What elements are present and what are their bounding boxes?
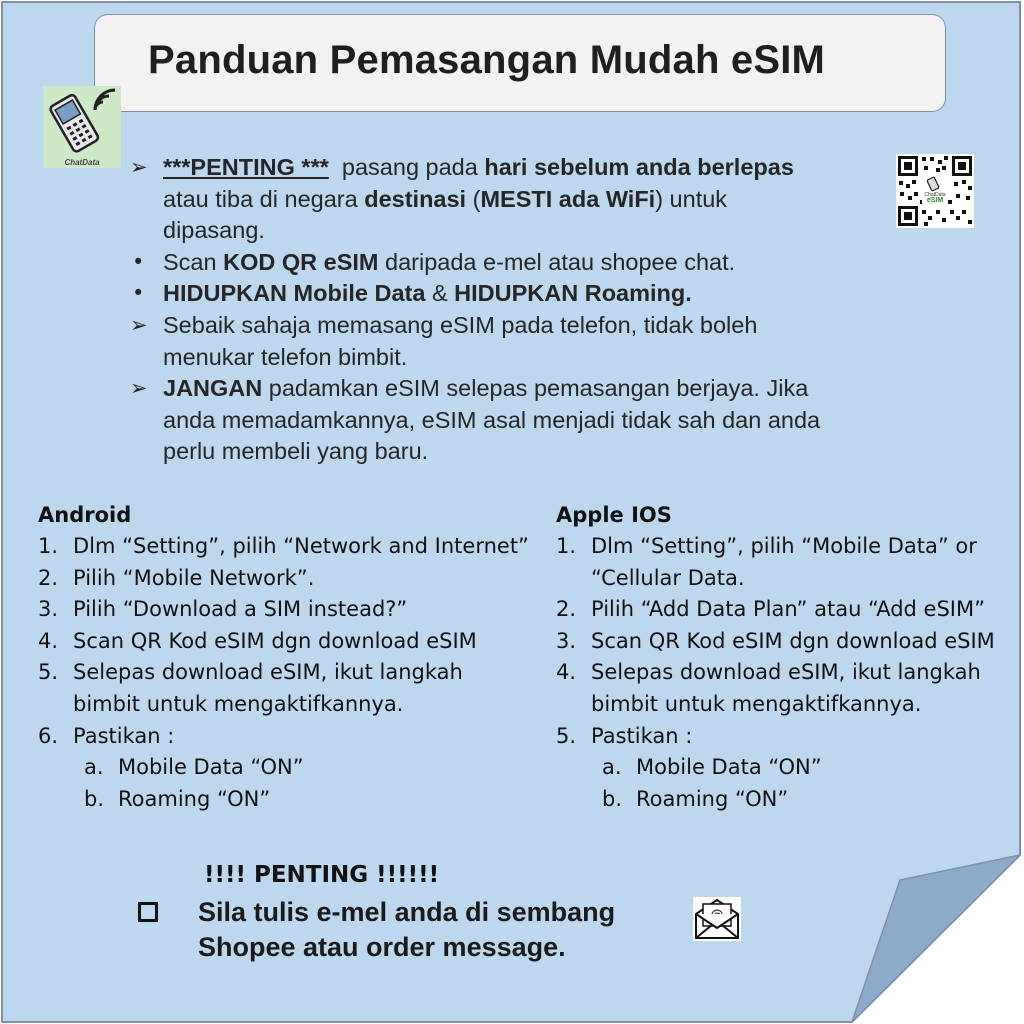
note-text: Scan: [163, 248, 224, 275]
note-text: menukar telefon bimbit.: [163, 343, 408, 370]
step-text: Scan QR Kod eSIM dgn download eSIM: [73, 628, 477, 653]
page-title: Panduan Pemasangan Mudah eSIM: [148, 38, 826, 82]
step-number: 1.: [556, 534, 577, 558]
note-text: HIDUPKAN Roaming.: [454, 280, 692, 307]
step-number: b.: [602, 786, 623, 811]
arrow-bullet-icon: ➢: [130, 376, 148, 401]
note-text: hari sebelum anda berlepas: [484, 154, 794, 180]
svg-text:eSIM: eSIM: [926, 197, 944, 204]
arrow-bullet-icon: ➢: [130, 155, 148, 179]
step-number: 6.: [38, 723, 59, 748]
android-heading: Android: [38, 503, 132, 527]
step-text: Pilih “Mobile Network”.: [73, 565, 315, 590]
note-text: HIDUPKAN Mobile Data: [163, 280, 426, 307]
step-text: Pilih “Add Data Plan” atau “Add eSIM”: [591, 597, 985, 622]
step-text: Mobile Data “ON”: [636, 755, 822, 780]
step-text: Selepas download eSIM, ikut langkah: [591, 660, 981, 685]
step-number: 5.: [556, 723, 577, 748]
note-line: [163, 407, 820, 434]
note-text: &: [425, 280, 455, 307]
note-text: (: [466, 185, 481, 212]
note-line: [163, 438, 428, 465]
step-text: Pastikan :: [73, 723, 175, 748]
note-text: JANGAN: [163, 375, 263, 402]
note-text: dipasang.: [163, 217, 265, 244]
note-line: [163, 217, 265, 244]
svg-text:ChatData: ChatData: [924, 192, 946, 198]
note-line: [163, 344, 407, 371]
step-number: 2.: [38, 565, 59, 590]
step-number: a.: [84, 755, 104, 780]
step-text: Mobile Data “ON”: [118, 755, 304, 780]
step-number: 3.: [38, 597, 59, 622]
step-text: Selepas download eSIM, ikut langkah: [73, 660, 463, 685]
note-text: anda memadamkannya, eSIM asal menjadi tidak sah dan anda: [163, 406, 821, 433]
note-line: [163, 375, 808, 402]
note-text: Sebaik sahaja memasang eSIM pada telefon, tidak boleh: [163, 312, 758, 338]
note-text: MESTI ada WiFi: [480, 185, 656, 212]
footer-line-1: Sila tulis e-mel anda di sembang: [198, 897, 616, 927]
logo-caption: ChatData: [64, 158, 100, 167]
step-text: “Cellular Data.: [591, 565, 745, 590]
step-text: Pilih “Download a SIM instead?”: [73, 597, 408, 622]
step-number: a.: [602, 755, 622, 780]
footer-penting: !!!! PENTING !!!!!!: [204, 862, 440, 888]
step-number: 4.: [38, 628, 59, 653]
note-line: [163, 312, 757, 339]
step-number: b.: [84, 786, 105, 811]
note-text: padamkan eSIM selepas pemasangan berjaya. Jika: [262, 375, 809, 402]
note-text: daripada e-mel atau shopee chat.: [378, 248, 736, 275]
note-text: destinasi: [364, 185, 467, 212]
step-number: 5.: [38, 660, 59, 685]
step-text: bimbit untuk mengaktifkannya.: [591, 692, 922, 716]
step-number: 3.: [556, 628, 577, 653]
ios-heading: Apple IOS: [556, 503, 672, 527]
step-text: bimbit untuk mengaktifkannya.: [73, 692, 404, 716]
step-text: Dlm “Setting”, pilih “Network and Internet”: [73, 534, 529, 558]
note-text: perlu membeli yang baru.: [163, 438, 429, 465]
step-text: Dlm “Setting”, pilih “Mobile Data” or: [591, 534, 977, 558]
step-number: 1.: [38, 534, 59, 558]
note-text: ) untuk: [655, 185, 728, 212]
arrow-bullet-icon: ➢: [130, 313, 148, 337]
note-line: [163, 186, 727, 213]
note-line: [163, 154, 794, 181]
bullet-icon: •: [132, 281, 145, 306]
important-notes: [0, 0, 1024, 480]
note-text: pasang pada: [328, 154, 485, 180]
envelope-icon: [692, 896, 742, 942]
checkbox-icon: [138, 902, 158, 922]
step-text: Roaming “ON”: [636, 786, 789, 811]
note-line: [163, 280, 692, 307]
note-text: ***PENTING ***: [163, 154, 329, 180]
step-number: 2.: [556, 597, 577, 622]
bullet-icon: •: [132, 249, 145, 274]
step-text: Roaming “ON”: [118, 786, 271, 811]
step-number: 4.: [556, 660, 577, 685]
note-text: atau tiba di negara: [163, 185, 365, 212]
step-text: Pastikan :: [591, 723, 693, 748]
step-text: Scan QR Kod eSIM dgn download eSIM: [591, 628, 995, 653]
note-line: [163, 249, 735, 276]
footer-line-2: Shopee atau order message.: [198, 932, 566, 962]
note-text: KOD QR eSIM: [223, 248, 379, 275]
